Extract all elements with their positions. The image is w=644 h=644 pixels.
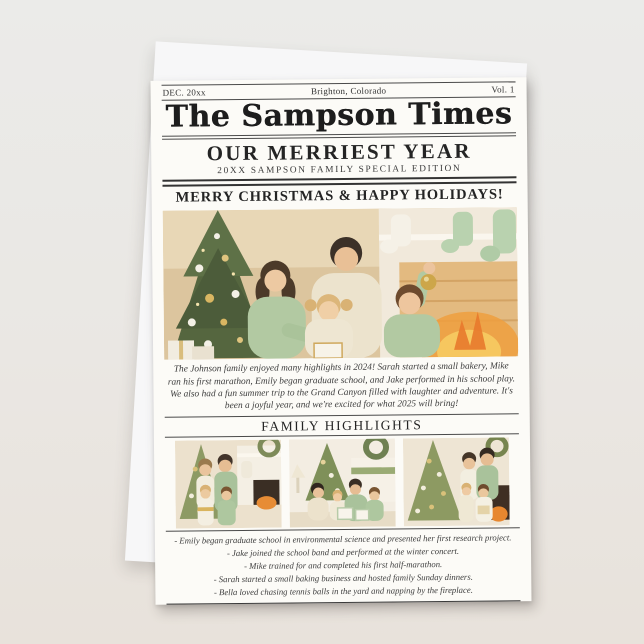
highlight-photo-3-illustration <box>403 438 510 527</box>
highlight-item: - Bella loved chasing tennis balls in the yard and napping by the fireplace. <box>213 584 473 598</box>
highlight-photo-3 <box>403 438 510 527</box>
masthead-title: The Sampson Times <box>165 96 513 135</box>
highlight-item: - Jake joined the school band and performed at the winter concert. <box>226 546 460 559</box>
banner-headline: MERRY CHRISTMAS & HAPPY HOLIDAYS! <box>175 186 504 207</box>
highlight-photo-1 <box>175 440 282 529</box>
dateline-location: Brighton, Colorado <box>310 85 387 97</box>
family-highlights-title: FAMILY HIGHLIGHTS <box>261 417 423 434</box>
highlight-photo-2 <box>289 439 396 528</box>
headline: OUR MERRIEST YEAR <box>206 139 472 166</box>
intro-paragraph: The Johnson family enjoyed many highlights in 2024! Sarah started a small bakery, Mike ran his first marathon, Emily began graduate school, and Jake performed in his school play. We also had a fun summer trip to the Grand Canyon filled with laughter and adventure. It's been a joyful year, and we're excited for what 2025 will bring! <box>167 361 515 412</box>
highlight-item: - Mike trained for and completed his first half-marathon. <box>244 559 443 571</box>
highlight-item: - Emily began graduate school in environmental science and presented her first research project. <box>174 532 512 546</box>
dateline-date: DEC. 20xx <box>162 87 206 98</box>
highlight-photo-row <box>175 438 510 529</box>
dateline-volume: Vol. 1 <box>491 84 515 95</box>
highlights-list <box>166 529 521 602</box>
main-family-photo <box>163 207 518 359</box>
highlight-photo-1-illustration <box>175 440 282 529</box>
main-family-photo-illustration <box>163 207 518 359</box>
edition-subtitle: 20XX SAMPSON FAMILY SPECIAL EDITION <box>217 164 462 177</box>
highlight-photo-2-illustration <box>289 439 396 528</box>
highlight-item: - Sarah started a small baking business and hosted family Sunday dinners. <box>213 571 473 585</box>
holiday-newspaper-card <box>150 77 531 605</box>
